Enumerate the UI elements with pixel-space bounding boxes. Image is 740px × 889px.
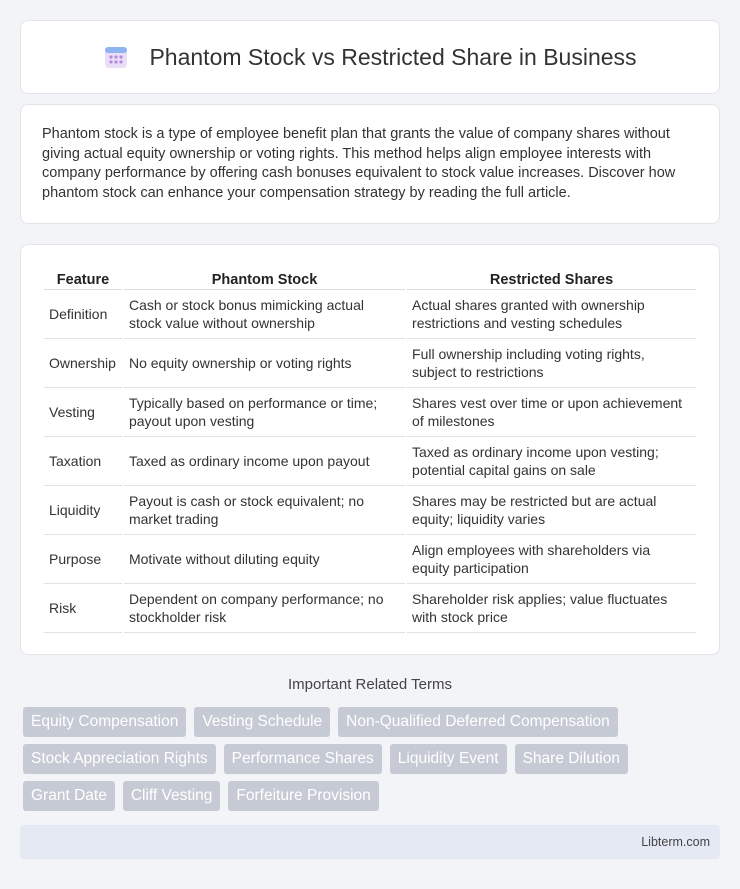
footer-site-link[interactable]: Libterm.com — [641, 835, 710, 849]
table-row — [44, 437, 696, 486]
table-row — [44, 535, 696, 584]
header-card — [20, 20, 720, 94]
tag-forfeiture-provision[interactable]: Forfeiture Provision — [228, 781, 378, 811]
tag-performance-shares[interactable]: Performance Shares — [224, 744, 382, 774]
feature-cell: Vesting — [44, 388, 122, 437]
phantom-cell: No equity ownership or voting rights — [124, 339, 405, 388]
tag-liquidity-event[interactable]: Liquidity Event — [390, 744, 507, 774]
table-row — [44, 339, 696, 388]
comparison-card — [20, 244, 720, 655]
restricted-cell: Actual shares granted with ownership restrictions and vesting schedules — [407, 290, 696, 339]
table-row — [44, 388, 696, 437]
header-restricted-shares: Restricted Shares — [407, 265, 696, 290]
table-row — [44, 486, 696, 535]
intro-card — [20, 104, 720, 224]
tag-equity-compensation[interactable]: Equity Compensation — [23, 707, 186, 737]
feature-cell: Ownership — [44, 339, 122, 388]
feature-cell: Taxation — [44, 437, 122, 486]
feature-cell: Liquidity — [44, 486, 122, 535]
restricted-cell: Shares may be restricted but are actual equity; liquidity varies — [407, 486, 696, 535]
tag-cliff-vesting[interactable]: Cliff Vesting — [123, 781, 221, 811]
header-feature: Feature — [44, 265, 122, 290]
restricted-cell: Full ownership including voting rights, subject to restrictions — [407, 339, 696, 388]
related-terms-tags — [23, 707, 723, 811]
phantom-cell: Taxed as ordinary income upon payout — [124, 437, 405, 486]
phantom-cell: Dependent on company performance; no stockholder risk — [124, 584, 405, 633]
footer — [20, 825, 720, 859]
header-phantom-stock: Phantom Stock — [124, 265, 405, 290]
phantom-cell: Payout is cash or stock equivalent; no market trading — [124, 486, 405, 535]
comparison-table — [42, 265, 698, 633]
restricted-cell: Shareholder risk applies; value fluctuates with stock price — [407, 584, 696, 633]
calendar-grid-icon — [103, 44, 129, 70]
restricted-cell: Align employees with shareholders via equity participation — [407, 535, 696, 584]
feature-cell: Definition — [44, 290, 122, 339]
intro-text: Phantom stock is a type of employee benefit plan that grants the value of company shares without giving actual equity ownership or voting rights. This method helps align employee interests with company performance by offering cash bonuses equivalent to stock value increases. Discover how phantom stock can enhance your compensation strategy by reading the full article. — [42, 126, 676, 201]
restricted-cell: Taxed as ordinary income upon vesting; potential capital gains on sale — [407, 437, 696, 486]
tag-share-dilution[interactable]: Share Dilution — [515, 744, 628, 774]
page-title: Phantom Stock vs Restricted Share in Business — [149, 43, 637, 70]
table-header-row — [44, 265, 696, 290]
phantom-cell: Motivate without diluting equity — [124, 535, 405, 584]
restricted-cell: Shares vest over time or upon achievement of milestones — [407, 388, 696, 437]
phantom-cell: Typically based on performance or time; payout upon vesting — [124, 388, 405, 437]
table-row — [44, 290, 696, 339]
tag-grant-date[interactable]: Grant Date — [23, 781, 115, 811]
phantom-cell: Cash or stock bonus mimicking actual stock value without ownership — [124, 290, 405, 339]
tag-vesting-schedule[interactable]: Vesting Schedule — [194, 707, 330, 737]
related-terms-title: Important Related Terms — [288, 676, 452, 693]
tag-non-qualified-deferred-compensation[interactable]: Non-Qualified Deferred Compensation — [338, 707, 618, 737]
feature-cell: Purpose — [44, 535, 122, 584]
feature-cell: Risk — [44, 584, 122, 633]
tag-stock-appreciation-rights[interactable]: Stock Appreciation Rights — [23, 744, 216, 774]
table-row — [44, 584, 696, 633]
